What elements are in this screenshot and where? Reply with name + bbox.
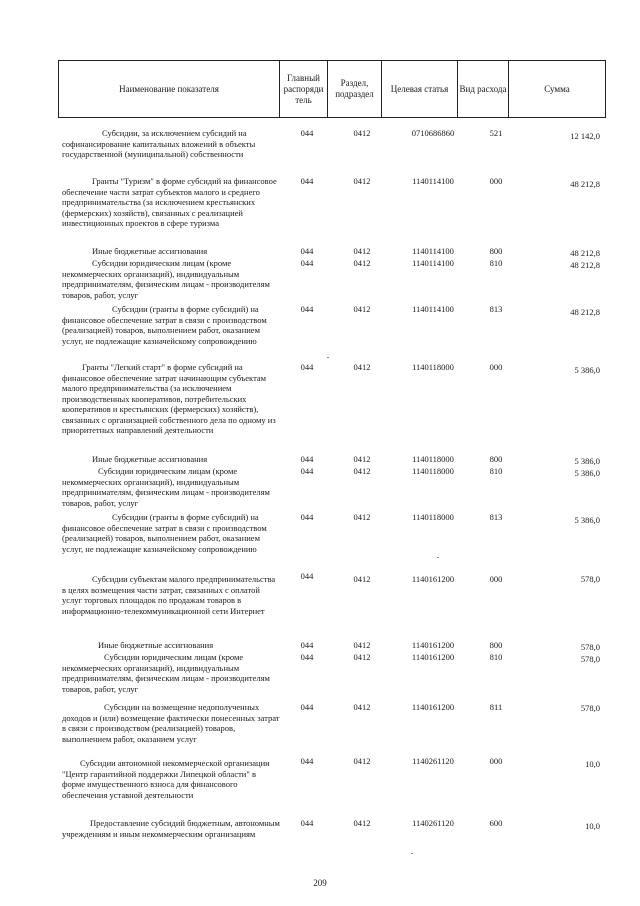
row-razdel: 0412 <box>353 362 371 372</box>
row-name: Субсидии, за исключением субсидий на софинансирование капитальных вложений в объекты государственной (муниципальной) собственности <box>62 128 256 159</box>
row-razdel: 0412 <box>353 454 371 464</box>
header-celevaya: Целевая статья <box>382 61 458 117</box>
row-name: Предоставление субсидий бюджетным, автономным учреждениям и иным некоммерческим организациям <box>62 818 280 839</box>
row-celevaya: 0710686860 <box>411 128 455 138</box>
row-vid: 800 <box>489 454 503 464</box>
row-glav: 044 <box>300 362 314 372</box>
row-summa: 5 386,0 <box>574 468 600 478</box>
row-razdel: 0412 <box>353 702 371 712</box>
row-name: Субсидии автономной некоммерческой организации "Центр гарантийной поддержки Липецкой области" в форме имущественного взноса для финансового обеспечения уставной деятельности <box>62 758 270 800</box>
row-glav: 044 <box>300 571 314 581</box>
row-name: Субсидии субъектам малого предпринимательства в целях возмещения части затрат, связанных с оплатой услуг торговых площадок по продажам товаров в информационно-телекоммуникационной сети Интернет <box>62 574 276 616</box>
row-name: Гранты "Туризм" в форме субсидий на финансовое обеспечение части затрат субъектов малого и среднего предпринимательства (за исключением крестьянских (фермерских) хозяйств), связанных с реализацией инвестиционных проектов в сфере туризма <box>62 176 277 228</box>
row-celevaya: 1140118000 <box>412 454 454 464</box>
row-vid: 810 <box>489 652 503 662</box>
header-name: Наименование показателя <box>59 61 280 117</box>
row-name: Субсидии (гранты в форме субсидий) на финансовое обеспечение затрат в связи с производством (реализацией) товаров, выполнением работ, оказанием услуг, не подлежащие казначейскому сопровождению <box>62 304 267 346</box>
row-vid: 800 <box>489 246 503 256</box>
row-name: Субсидии юридическим лицам (кроме некоммерческих организаций), индивидуальным предпринимателям, физическим лицам - производителям товаров, работ, услуг <box>62 466 270 508</box>
row-vid: 813 <box>489 304 503 314</box>
row-glav: 044 <box>300 176 314 186</box>
row-glav: 044 <box>300 466 314 476</box>
row-razdel: 0412 <box>353 258 371 268</box>
row-summa: 578,0 <box>580 574 600 584</box>
row-summa: 5 386,0 <box>574 365 600 375</box>
row-vid: 000 <box>489 176 503 186</box>
row-name: Гранты "Легкий старт" в форме субсидий на финансовое обеспечение затрат начинающим субъектам малого предпринимательства (за исключением производственных кооперативов, потребительских кооперативов и крестьянских (фермерских) хозяйств), связанных с организацией собственного дела по одному из приоритетных направлений деятельности <box>62 362 276 435</box>
row-celevaya: 1140118000 <box>412 512 454 522</box>
row-celevaya: 1140161200 <box>411 702 455 712</box>
header-glav: Главный распоряди тель <box>280 61 328 117</box>
row-razdel: 0412 <box>353 574 371 584</box>
row-razdel: 0412 <box>353 652 371 662</box>
row-glav: 044 <box>300 640 314 650</box>
row-name: Субсидии на возмещение недополученных доходов и (или) возмещение фактически понесенных затрат в связи с производством (реализацией) товаров, выполнением работ, оказанием услуг <box>62 702 280 744</box>
row-glav: 044 <box>300 304 314 314</box>
scan-speck <box>437 557 439 558</box>
row-summa: 5 386,0 <box>574 515 600 525</box>
row-summa: 10,0 <box>585 759 600 769</box>
row-summa: 48 212,8 <box>570 248 600 258</box>
row-summa: 48 212,8 <box>570 260 600 270</box>
row-summa: 12 142,0 <box>570 131 600 141</box>
row-celevaya: 1140114100 <box>412 304 454 314</box>
header-vid: Вид расхода <box>458 61 509 117</box>
row-glav: 044 <box>300 258 314 268</box>
row-summa: 578,0 <box>580 642 600 652</box>
row-celevaya: 1140118000 <box>412 466 454 476</box>
row-razdel: 0412 <box>353 466 371 476</box>
row-vid: 800 <box>489 640 503 650</box>
row-celevaya: 1140118000 <box>412 362 454 372</box>
row-celevaya: 1140161200 <box>411 640 455 650</box>
row-glav: 044 <box>300 246 314 256</box>
row-razdel: 0412 <box>353 818 371 828</box>
row-vid: 810 <box>489 258 503 268</box>
row-razdel: 0412 <box>353 640 371 650</box>
row-celevaya: 1140114100 <box>412 176 454 186</box>
row-vid: 000 <box>489 362 503 372</box>
row-celevaya: 1140261120 <box>412 818 454 828</box>
row-summa: 5 386,0 <box>574 456 600 466</box>
row-glav: 044 <box>300 818 314 828</box>
row-razdel: 0412 <box>353 512 371 522</box>
row-razdel: 0412 <box>353 128 371 138</box>
row-summa: 578,0 <box>580 703 600 713</box>
row-summa: 10,0 <box>585 821 600 831</box>
row-razdel: 0412 <box>353 756 371 766</box>
row-vid: 521 <box>489 128 503 138</box>
row-summa: 578,0 <box>580 654 600 664</box>
row-razdel: 0412 <box>353 246 371 256</box>
row-celevaya: 1140114100 <box>412 246 454 256</box>
row-celevaya: 1140261120 <box>412 756 454 766</box>
row-glav: 044 <box>300 756 314 766</box>
scan-speck <box>411 853 413 854</box>
header-razdel: Раздел, подраздел <box>328 61 382 117</box>
row-celevaya: 1140161200 <box>411 652 455 662</box>
row-vid: 810 <box>489 466 503 476</box>
row-name: Субсидии юридическим лицам (кроме некоммерческих организаций), индивидуальным предпринимателям, физическим лицам - производителям товаров, работ, услуг <box>62 258 270 300</box>
row-vid: 811 <box>489 702 503 712</box>
row-name: Субсидии (гранты в форме субсидий) на финансовое обеспечение затрат в связи с производством (реализацией) товаров, выполнением работ, оказанием услуг, не подлежащие казначейскому сопровождению <box>62 512 267 554</box>
row-glav: 044 <box>300 454 314 464</box>
row-vid: 000 <box>489 756 503 766</box>
row-razdel: 0412 <box>353 304 371 314</box>
page-number: 209 <box>313 878 327 888</box>
header-summa: Сумма <box>544 83 570 94</box>
row-razdel: 0412 <box>353 176 371 186</box>
row-glav: 044 <box>300 702 314 712</box>
row-celevaya: 1140114100 <box>412 258 454 268</box>
row-vid: 000 <box>489 574 503 584</box>
row-summa: 48 212,8 <box>570 179 600 189</box>
row-name: Иные бюджетные ассигнования <box>92 246 208 256</box>
row-celevaya: 1140161200 <box>411 574 455 584</box>
row-vid: 813 <box>489 512 503 522</box>
row-name: Субсидии юридическим лицам (кроме некоммерческих организаций), индивидуальным предпринимателям, физическим лицам - производителям товаров, работ, услуг <box>62 652 270 694</box>
row-vid: 600 <box>489 818 503 828</box>
row-summa: 48 212,8 <box>570 307 600 317</box>
row-glav: 044 <box>300 512 314 522</box>
row-name: Иные бюджетные ассигнования <box>98 640 214 650</box>
row-glav: 044 <box>300 128 314 138</box>
scan-speck <box>327 357 329 358</box>
row-name: Иные бюджетные ассигнования <box>92 454 208 464</box>
row-glav: 044 <box>300 652 314 662</box>
